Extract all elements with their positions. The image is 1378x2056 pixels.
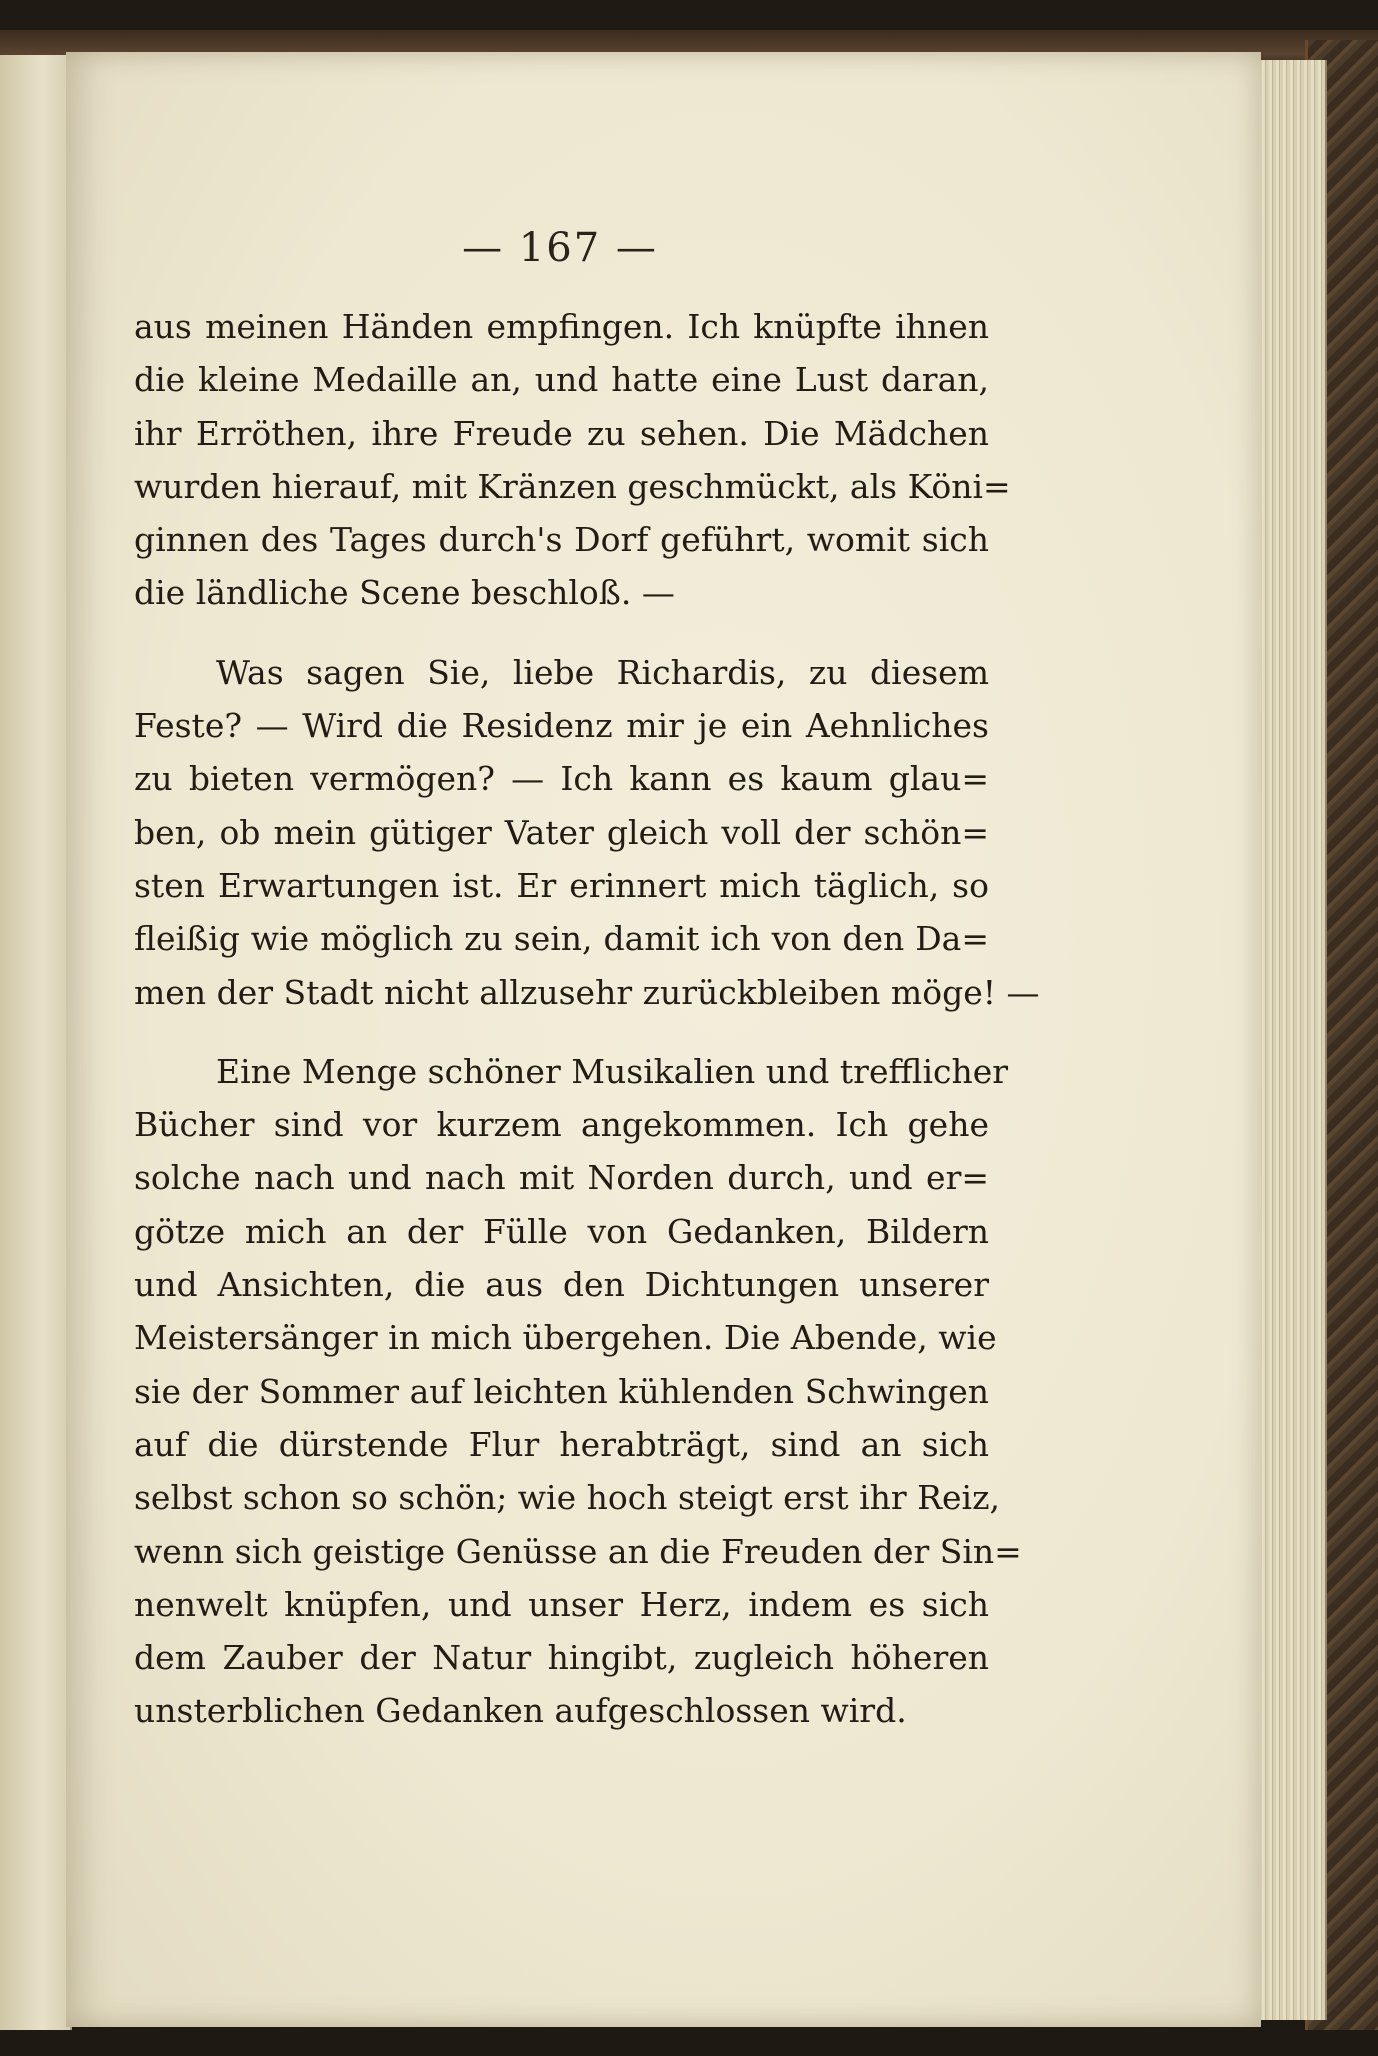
text-line: aus meinen Händen empfingen. Ich knüpfte ihnen xyxy=(134,307,989,346)
text-line: die ländliche Scene beschloß. — xyxy=(134,573,675,613)
page-number: — 167 — xyxy=(462,225,658,271)
text-line: auf die dürstende Flur herabträgt, sind an sich xyxy=(134,1424,989,1464)
text-line: götze mich an der Fülle von Gedanken, Bildern xyxy=(134,1211,989,1251)
facing-page-edge xyxy=(0,55,72,2030)
text-line: und Ansichten, die aus den Dichtungen unserer xyxy=(134,1265,989,1305)
text-line: Was sagen Sie, liebe Richardis, zu diesem xyxy=(216,652,989,692)
text-line: fleißig wie möglich zu sein, damit ich von den Da= xyxy=(134,919,989,959)
text-line: Bücher sind vor kurzem angekommen. Ich gehe xyxy=(134,1105,989,1145)
text-line: Feste? — Wird die Residenz mir je ein Aehnliches xyxy=(134,706,989,746)
text-line: wenn sich geistige Genüsse an die Freuden der Sin= xyxy=(134,1531,1022,1571)
paragraph-3 xyxy=(134,1045,1022,1738)
text-line: nenwelt knüpfen, und unser Herz, indem es sich xyxy=(134,1584,989,1624)
text-line: Eine Menge schöner Musikalien und trefflicher xyxy=(216,1051,1009,1091)
text-line: wurden hierauf, mit Kränzen geschmückt, als Köni= xyxy=(134,466,1011,506)
text-line: selbst schon so schön; wie hoch steigt erst ihr Reiz, xyxy=(134,1478,1000,1518)
text-line: solche nach und nach mit Norden durch, und er= xyxy=(134,1158,989,1198)
text-line: zu bieten vermögen? — Ich kann es kaum glau= xyxy=(134,759,989,799)
paragraph-2 xyxy=(134,646,1040,1019)
page-block-edges xyxy=(1255,60,1327,2020)
paragraph-1 xyxy=(134,300,1011,620)
text-line: ginnen des Tages durch's Dorf geführt, womit sich xyxy=(134,520,989,560)
body-text xyxy=(134,300,1040,1738)
text-line: Meistersänger in mich übergehen. Die Abende, wie xyxy=(134,1318,997,1358)
text-line: men der Stadt nicht allzusehr zurückbleiben möge! — xyxy=(134,972,1040,1012)
text-line: dem Zauber der Natur hingibt, zugleich höheren xyxy=(134,1638,989,1678)
text-line: die kleine Medaille an, und hatte eine Lust daran, xyxy=(134,360,989,400)
text-line: unsterblichen Gedanken aufgeschlossen wird. xyxy=(134,1691,907,1731)
text-line: sie der Sommer auf leichten kühlenden Schwingen xyxy=(134,1371,989,1411)
text-line: ben, ob mein gütiger Vater gleich voll der schön= xyxy=(134,812,989,852)
text-line: ihr Erröthen, ihre Freude zu sehen. Die Mädchen xyxy=(134,413,989,453)
text-line: sten Erwartungen ist. Er erinnert mich täglich, so xyxy=(134,865,989,905)
